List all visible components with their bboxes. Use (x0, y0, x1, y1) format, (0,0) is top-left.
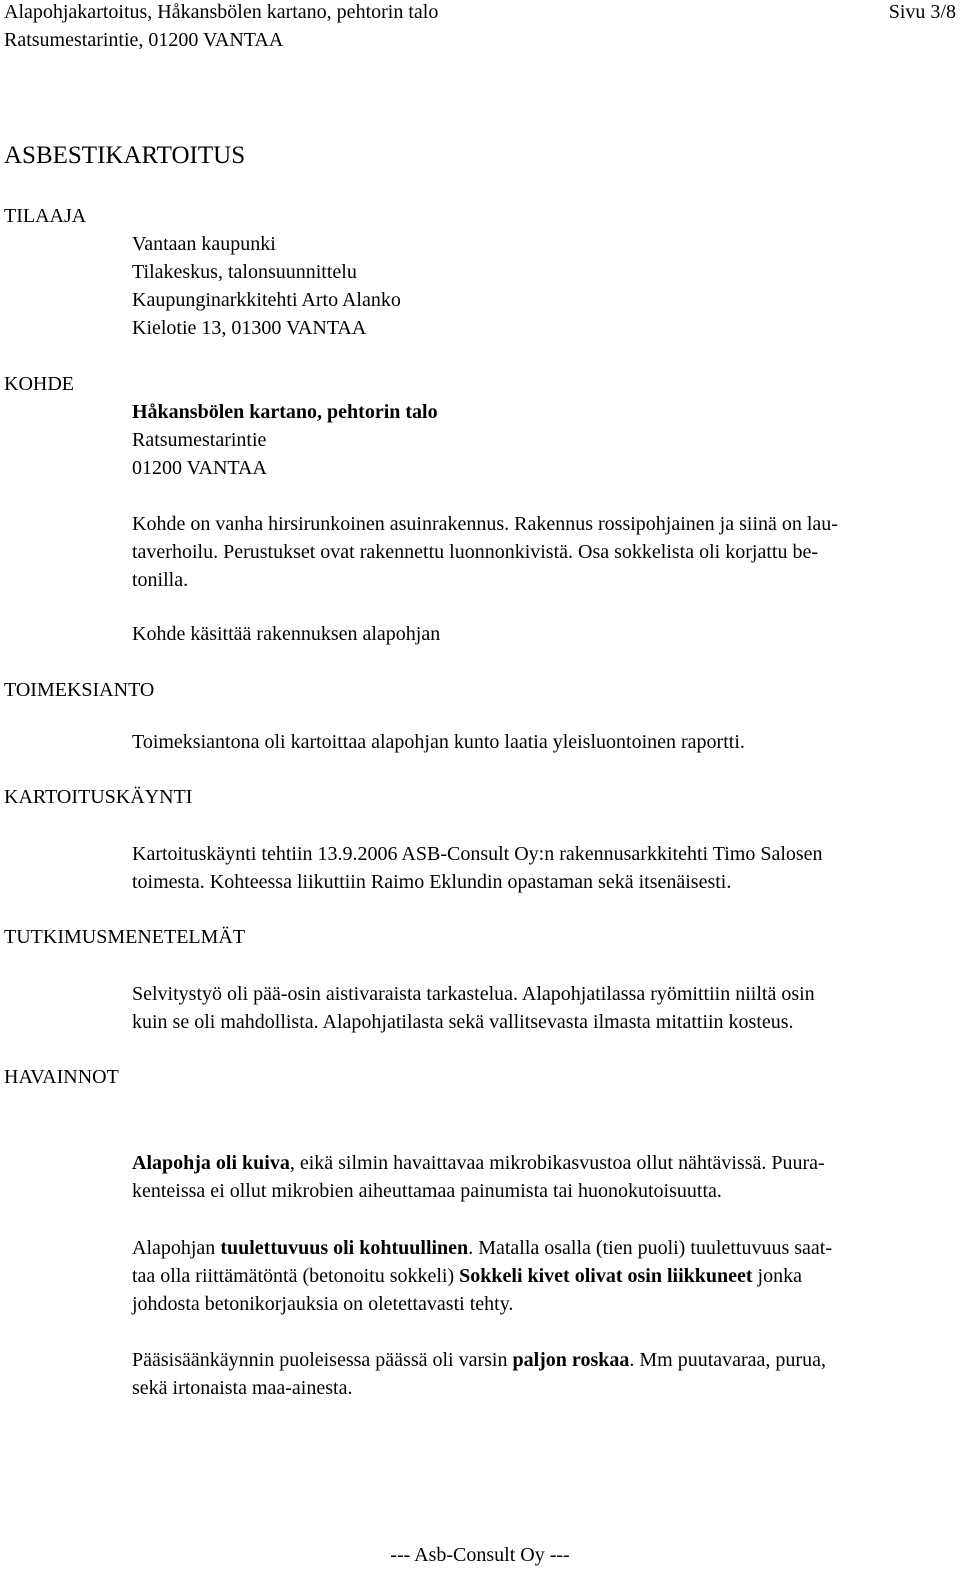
label-tilaaja: TILAAJA (4, 205, 87, 227)
havainnot-text: , eikä silmin havaittavaa mikrobikasvustoa ollut nähtävissä. Puura- (289, 1152, 825, 1174)
tilaaja-line: Tilakeskus, talonsuunnittelu (132, 261, 357, 283)
kohde-name: Håkansbölen kartano, pehtorin talo (132, 401, 438, 423)
havainnot-paragraph-3 (132, 1346, 958, 1402)
toimeksianto-text: Toimeksiantona oli kartoittaa alapohjan kunto laatia yleisluontoinen raportti. (132, 731, 745, 753)
header-title: Alapohjakartoitus, Håkansbölen kartano, pehtorin talo (4, 1, 439, 23)
kohde-address-block (132, 398, 958, 482)
havainnot-text: jonka (752, 1265, 802, 1287)
kohde-street: Ratsumestarintie (132, 429, 267, 451)
header-address: Ratsumestarintie, 01200 VANTAA (4, 29, 284, 51)
label-tutkimusmenetelmat: TUTKIMUSMENETELMÄT (4, 926, 246, 948)
footer: --- Asb-Consult Oy --- (390, 1544, 570, 1566)
havainnot-paragraph-2 (132, 1234, 958, 1318)
label-kartoituskaynti: KARTOITUSKÄYNTI (4, 786, 193, 808)
tutkimusmenetelmat-line: kuin se oli mahdollista. Alapohjatilasta sekä vallitsevasta ilmasta mitattiin kosteus. (132, 1011, 794, 1033)
label-havainnot: HAVAINNOT (4, 1066, 119, 1088)
havainnot-text: Pääsisäänkäynnin puoleisessa päässä oli varsin (132, 1349, 513, 1371)
kohde-description (132, 510, 958, 594)
havainnot-text: . Matalla osalla (tien puoli) tuulettuvuus saat- (468, 1237, 832, 1259)
havainnot-text: . Mm puutavaraa, purua, (629, 1349, 826, 1371)
kohde-desc-line: tonilla. (132, 569, 189, 591)
label-toimeksianto: TOIMEKSIANTO (4, 679, 155, 701)
tilaaja-line: Kielotie 13, 01300 VANTAA (132, 317, 367, 339)
tutkimusmenetelmat-line: Selvitystyö oli pää-osin aistivaraista tarkastelua. Alapohjatilassa ryömittiin niiltä osin (132, 983, 815, 1005)
tilaaja-line: Vantaan kaupunki (132, 233, 276, 255)
havainnot-text: sekä irtonaista maa-ainesta. (132, 1377, 353, 1399)
havainnot-bold: paljon roskaa (512, 1349, 630, 1371)
kartoituskaynti-block (132, 840, 958, 896)
havainnot-bold: tuulettuvuus oli kohtuullinen (220, 1237, 469, 1259)
page-number: Sivu 3/8 (888, 1, 956, 23)
havainnot-bold: Alapohja oli kuiva (132, 1152, 290, 1174)
tilaaja-block (132, 230, 958, 342)
havainnot-bold: Sokkeli kivet olivat osin liikkuneet (459, 1265, 753, 1287)
kohde-city: 01200 VANTAA (132, 457, 267, 479)
kohde-scope: Kohde käsittää rakennuksen alapohjan (132, 623, 441, 645)
label-kohde: KOHDE (4, 373, 74, 395)
tilaaja-line: Kaupunginarkkitehti Arto Alanko (132, 289, 401, 311)
document-title: ASBESTIKARTOITUS (4, 142, 246, 169)
kartoituskaynti-line: toimesta. Kohteessa liikuttiin Raimo Eklundin opastaman sekä itsenäisesti. (132, 871, 732, 893)
havainnot-paragraph-1 (132, 1149, 958, 1205)
kartoituskaynti-line: Kartoituskäynti tehtiin 13.9.2006 ASB-Consult Oy:n rakennusarkkitehti Timo Salosen (132, 843, 823, 865)
havainnot-text: Alapohjan (132, 1237, 221, 1259)
kohde-desc-line: taverhoilu. Perustukset ovat rakennettu luonnonkivistä. Osa sokkelista oli korjattu be- (132, 541, 818, 563)
tutkimusmenetelmat-block (132, 980, 958, 1036)
havainnot-text: kenteissa ei ollut mikrobien aiheuttamaa painumista tai huonokutoisuutta. (132, 1180, 722, 1202)
kohde-desc-line: Kohde on vanha hirsirunkoinen asuinrakennus. Rakennus rossipohjainen ja siinä on lau- (132, 513, 838, 535)
havainnot-text: johdosta betonikorjauksia on oletettavasti tehty. (132, 1293, 514, 1315)
havainnot-text: taa olla riittämätöntä (betonoitu sokkeli) (132, 1265, 460, 1287)
